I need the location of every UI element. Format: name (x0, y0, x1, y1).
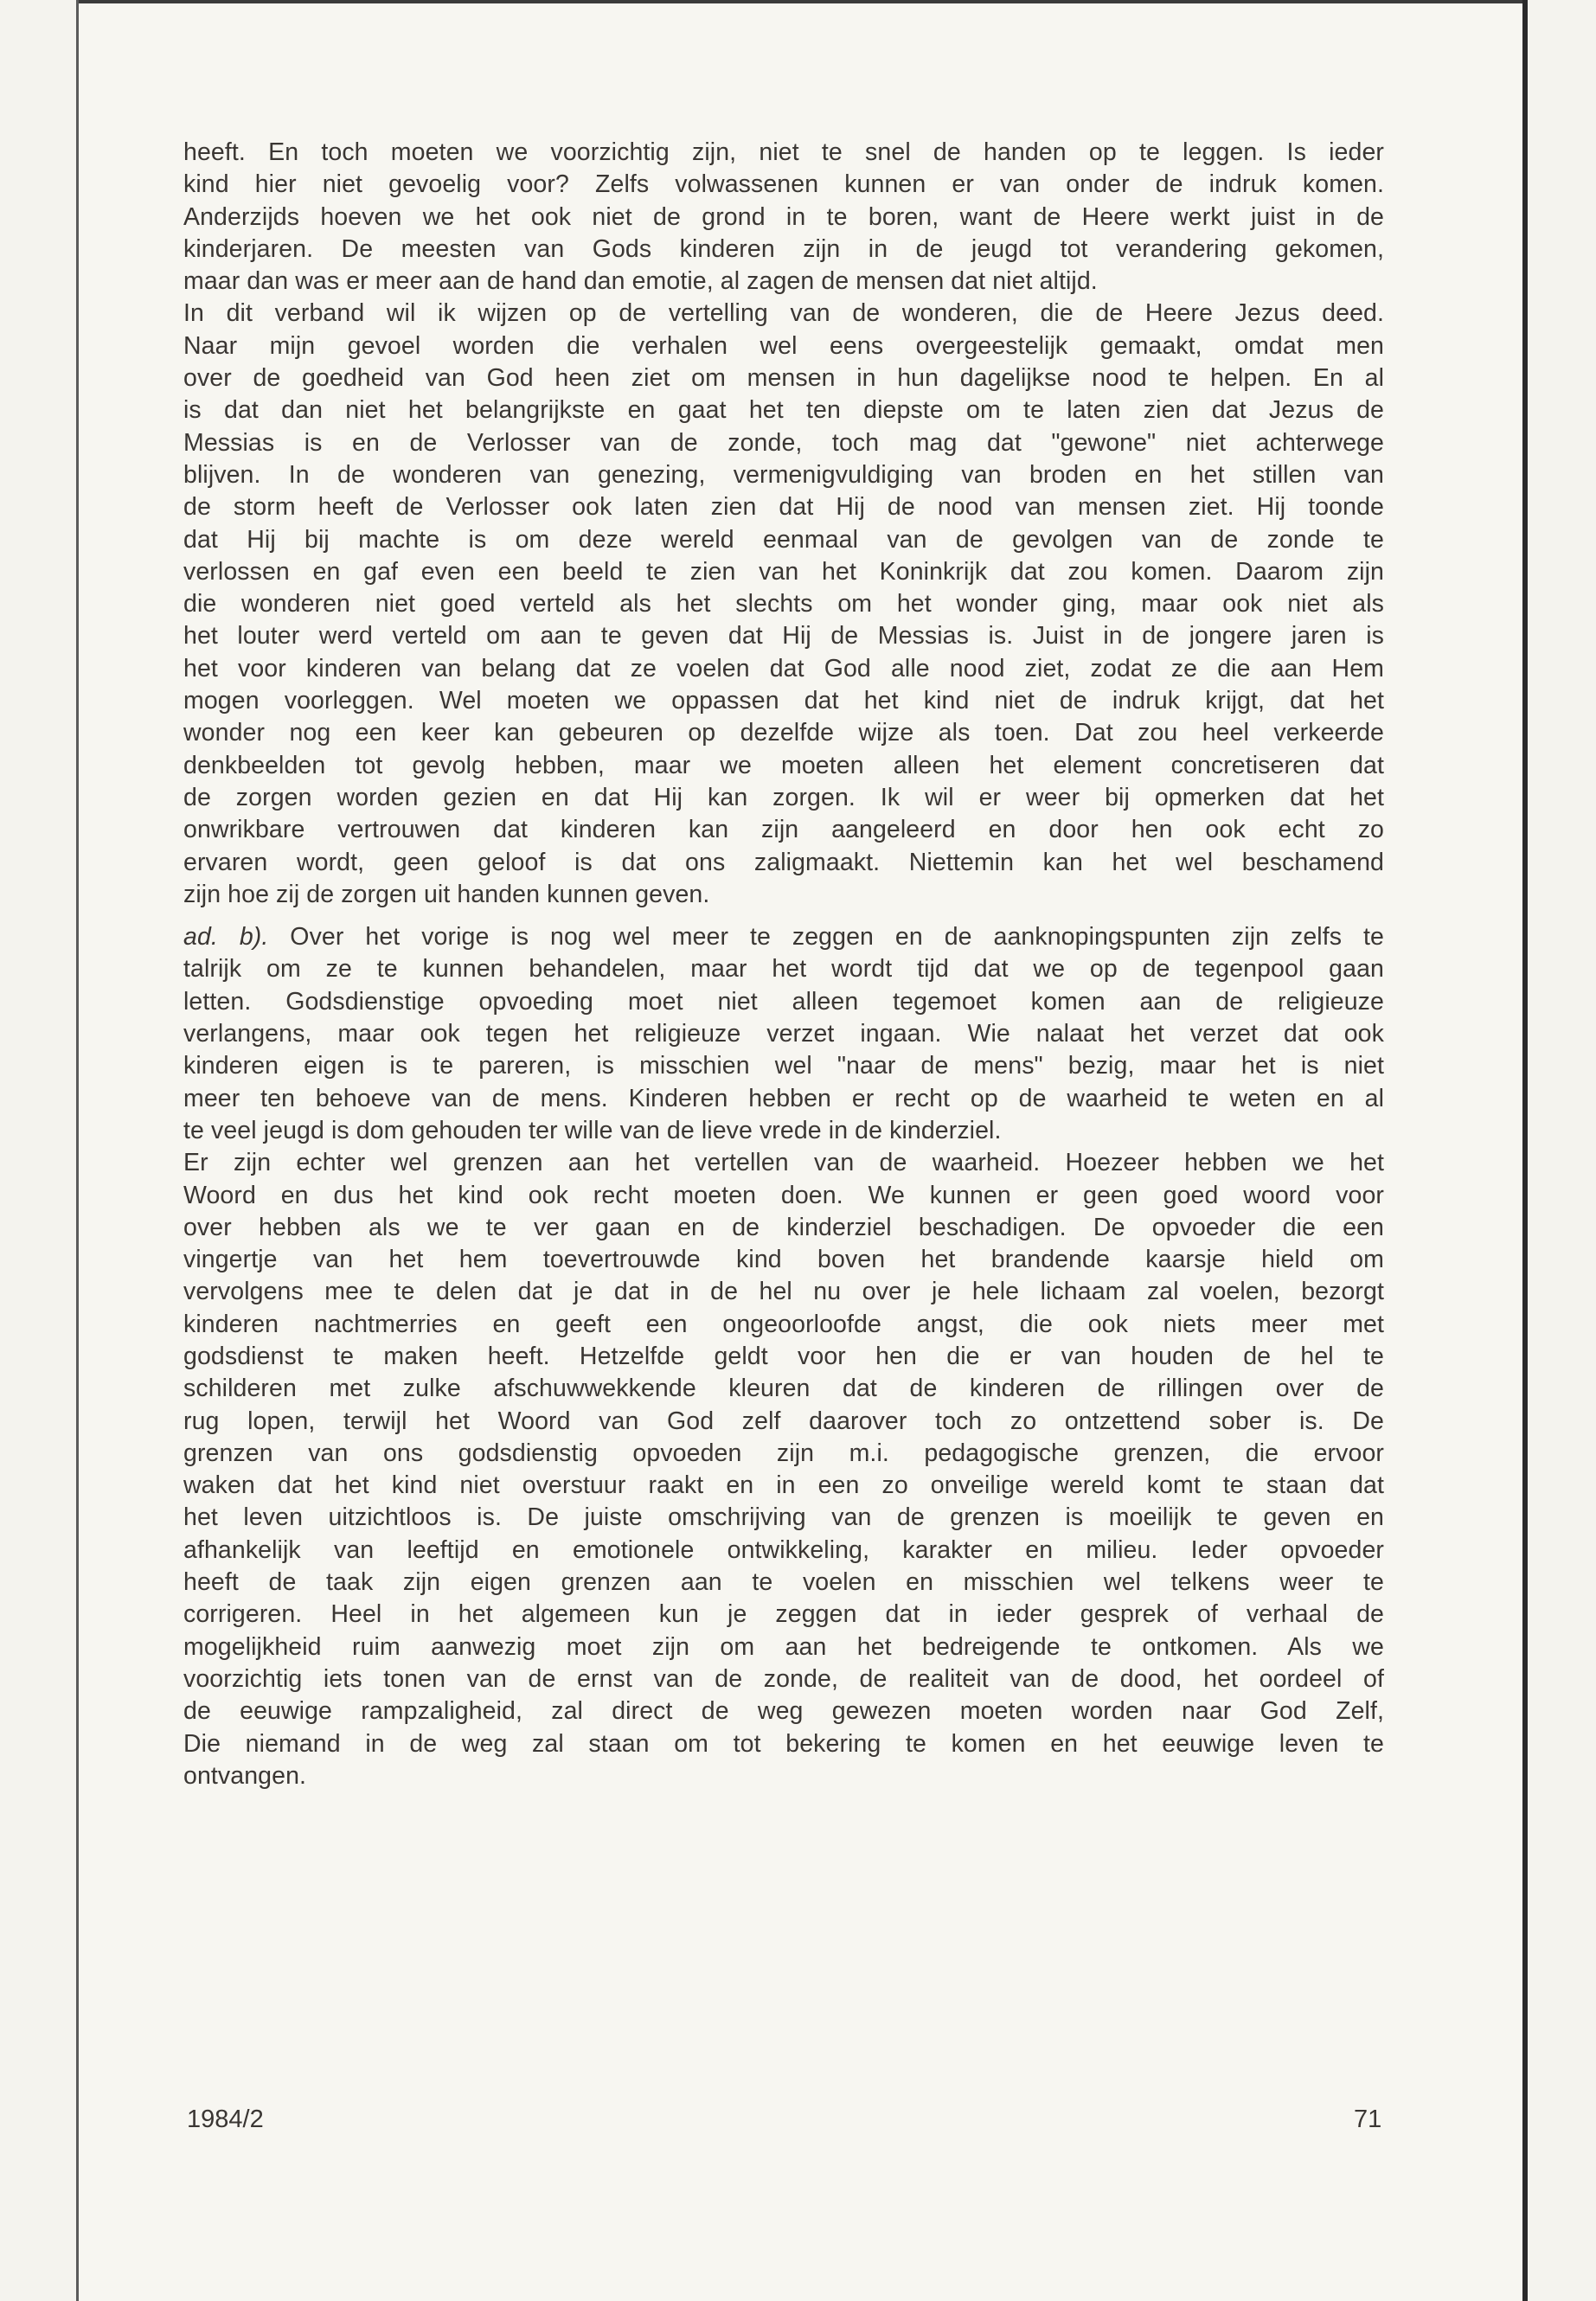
text-line: heeft. En toch moeten we voorzichtig zijn, niet te snel de handen op te leggen. Is ieder (183, 138, 1384, 166)
text-line: Anderzijds hoeven we het ook niet de grond in te boren, want de Heere werkt juist in de (183, 202, 1384, 231)
scan-edge-right (1522, 0, 1528, 2301)
text-line: Woord en dus het kind ook recht moeten doen. We kunnen er geen goed woord voor (183, 1181, 1384, 1209)
text-line: grenzen van ons godsdienstig opvoeden zijn m.i. pedagogische grenzen, die ervoor (183, 1439, 1384, 1467)
text-line: meer ten behoeve van de mens. Kinderen hebben er recht op de waarheid te weten en al (183, 1084, 1384, 1112)
paragraph-2 (183, 298, 1384, 911)
text-line: Messias is en de Verlosser van de zonde, toch mag dat "gewone" niet achterwege (183, 428, 1384, 457)
text-line: waken dat het kind niet overstuur raakt en in een zo onveilige wereld komt te staan dat (183, 1471, 1384, 1500)
text-line: talrijk om ze te kunnen behandelen, maar het wordt tijd dat we op de tegenpool gaan (183, 955, 1384, 984)
paragraph-1 (183, 137, 1384, 298)
text-line-with-lead (183, 921, 1384, 953)
section-lead: ad. b). (183, 923, 269, 952)
text-line: Naar mijn gevoel worden die verhalen wel eens overgeestelijk gemaakt, omdat men (183, 331, 1384, 360)
text-line: het louter werd verteld om aan te geven dat Hij de Messias is. Juist in de jongere jaren is (183, 622, 1384, 651)
text-line: Die niemand in de weg zal staan om tot bekering te komen en het eeuwige leven te (183, 1729, 1384, 1758)
text-line: ontvangen. (183, 1761, 307, 1790)
text-line: verlangens, maar ook tegen het religieuze verzet ingaan. Wie nalaat het verzet dat ook (183, 1020, 1384, 1048)
text-line: heeft de taak zijn eigen grenzen aan te voelen en misschien wel telkens weer te (183, 1568, 1384, 1597)
text-line: de storm heeft de Verlosser ook laten zien dat Hij de nood van mensen ziet. Hij toonde (183, 493, 1384, 522)
text-line: letten. Godsdienstige opvoeding moet niet alleen tegemoet komen aan de religieuze (183, 987, 1384, 1016)
text-line: is dat dan niet het belangrijkste en gaat het ten diepste om te laten zien dat Jezus de (183, 396, 1384, 425)
text-line: Over het vorige is nog wel meer te zeggen en de aanknopingspunten zijn zelfs te (268, 923, 1384, 952)
text-line: Er zijn echter wel grenzen aan het vertellen van de waarheid. Hoezeer hebben we het (183, 1149, 1384, 1177)
text-line: In dit verband wil ik wijzen op de vertelling van de wonderen, die de Heere Jezus deed. (183, 299, 1384, 328)
issue-label: 1984/2 (187, 2106, 264, 2133)
text-line: wonder nog een keer kan gebeuren op dezelfde wijze als toen. Dat zou heel verkeerde (183, 719, 1384, 747)
text-line: het leven uitzichtloos is. De juiste omschrijving van de grenzen is moeilijk te geven en (183, 1503, 1384, 1532)
text-line: verlossen en gaf even een beeld te zien van het Koninkrijk dat zou komen. Daarom zijn (183, 557, 1384, 586)
text-line: kinderen eigen is te pareren, is misschien wel "naar de mens" bezig, maar het is niet (183, 1052, 1384, 1080)
text-line: de zorgen worden gezien en dat Hij kan zorgen. Ik wil er weer bij opmerken dat het (183, 783, 1384, 811)
text-line: blijven. In de wonderen van genezing, vermenigvuldiging van broden en het stillen van (183, 460, 1384, 489)
text-line: voorzichtig iets tonen van de ernst van de zonde, de realiteit van de dood, het oordeel of (183, 1664, 1384, 1693)
text-line: mogen voorleggen. Wel moeten we oppassen dat het kind niet de indruk krijgt, dat het (183, 687, 1384, 715)
article-body (183, 137, 1384, 1792)
text-line: denkbeelden tot gevolg hebben, maar we moeten alleen het element concretiseren dat (183, 751, 1384, 779)
text-line: kinderen nachtmerries en geeft een ongeoorloofde angst, die ook niets meer met (183, 1310, 1384, 1338)
page-number: 71 (1354, 2106, 1382, 2133)
text-line: maar dan was er meer aan de hand dan emotie, al zagen de mensen dat niet altijd. (183, 267, 1098, 296)
text-line: rug lopen, terwijl het Woord van God zelf daarover toch zo ontzettend sober is. De (183, 1407, 1384, 1435)
text-line: dat Hij bij machte is om deze wereld eenmaal van de gevolgen van de zonde te (183, 525, 1384, 554)
text-line: het voor kinderen van belang dat ze voelen dat God alle nood ziet, zodat ze die aan Hem (183, 654, 1384, 683)
text-line: over hebben als we te ver gaan en de kinderziel beschadigen. De opvoeder die een (183, 1213, 1384, 1241)
text-line: vervolgens mee te delen dat je dat in de hel nu over je hele lichaam zal voelen, bezorgt (183, 1278, 1384, 1306)
text-line: corrigeren. Heel in het algemeen kun je zeggen dat in ieder gesprek of verhaal de (183, 1600, 1384, 1629)
text-line: ervaren wordt, geen geloof is dat ons zaligmaakt. Niettemin kan het wel beschamend (183, 848, 1384, 876)
text-line: mogelijkheid ruim aanwezig moet zijn om aan het bedreigende te ontkomen. Als we (183, 1632, 1384, 1661)
scan-edge-top (78, 0, 1522, 3)
text-line: schilderen met zulke afschuwwekkende kleuren dat de kinderen de rillingen over de (183, 1375, 1384, 1403)
scan-edge-left (76, 0, 79, 2301)
text-line: zijn hoe zij de zorgen uit handen kunnen geven. (183, 880, 710, 908)
text-line: de eeuwige rampzaligheid, zal direct de weg gewezen moeten worden naar God Zelf, (183, 1697, 1384, 1726)
text-line: vingertje van het hem toevertrouwde kind boven het brandende kaarsje hield om (183, 1246, 1384, 1274)
paragraph-spacer (183, 911, 1384, 921)
text-line: afhankelijk van leeftijd en emotionele ontwikkeling, karakter en milieu. Ieder opvoeder (183, 1535, 1384, 1564)
text-line: onwrikbare vertrouwen dat kinderen kan zijn aangeleerd en door hen ook echt zo (183, 816, 1384, 844)
text-line: kind hier niet gevoelig voor? Zelfs volwassenen kunnen er van onder de indruk komen. (183, 170, 1384, 199)
text-line: die wonderen niet goed verteld als het slechts om het wonder ging, maar ook niet als (183, 590, 1384, 619)
paragraph-4 (183, 1147, 1384, 1792)
text-line: over de goedheid van God heen ziet om mensen in hun dagelijkse nood te helpen. En al (183, 364, 1384, 393)
text-line: godsdienst te maken heeft. Hetzelfde geldt voor hen die er van houden de hel te (183, 1342, 1384, 1370)
text-line: kinderjaren. De meesten van Gods kinderen zijn in de jeugd tot verandering gekomen, (183, 234, 1384, 263)
text-line: te veel jeugd is dom gehouden ter wille van de lieve vrede in de kinderziel. (183, 1116, 1002, 1144)
paragraph-3 (183, 921, 1384, 1147)
